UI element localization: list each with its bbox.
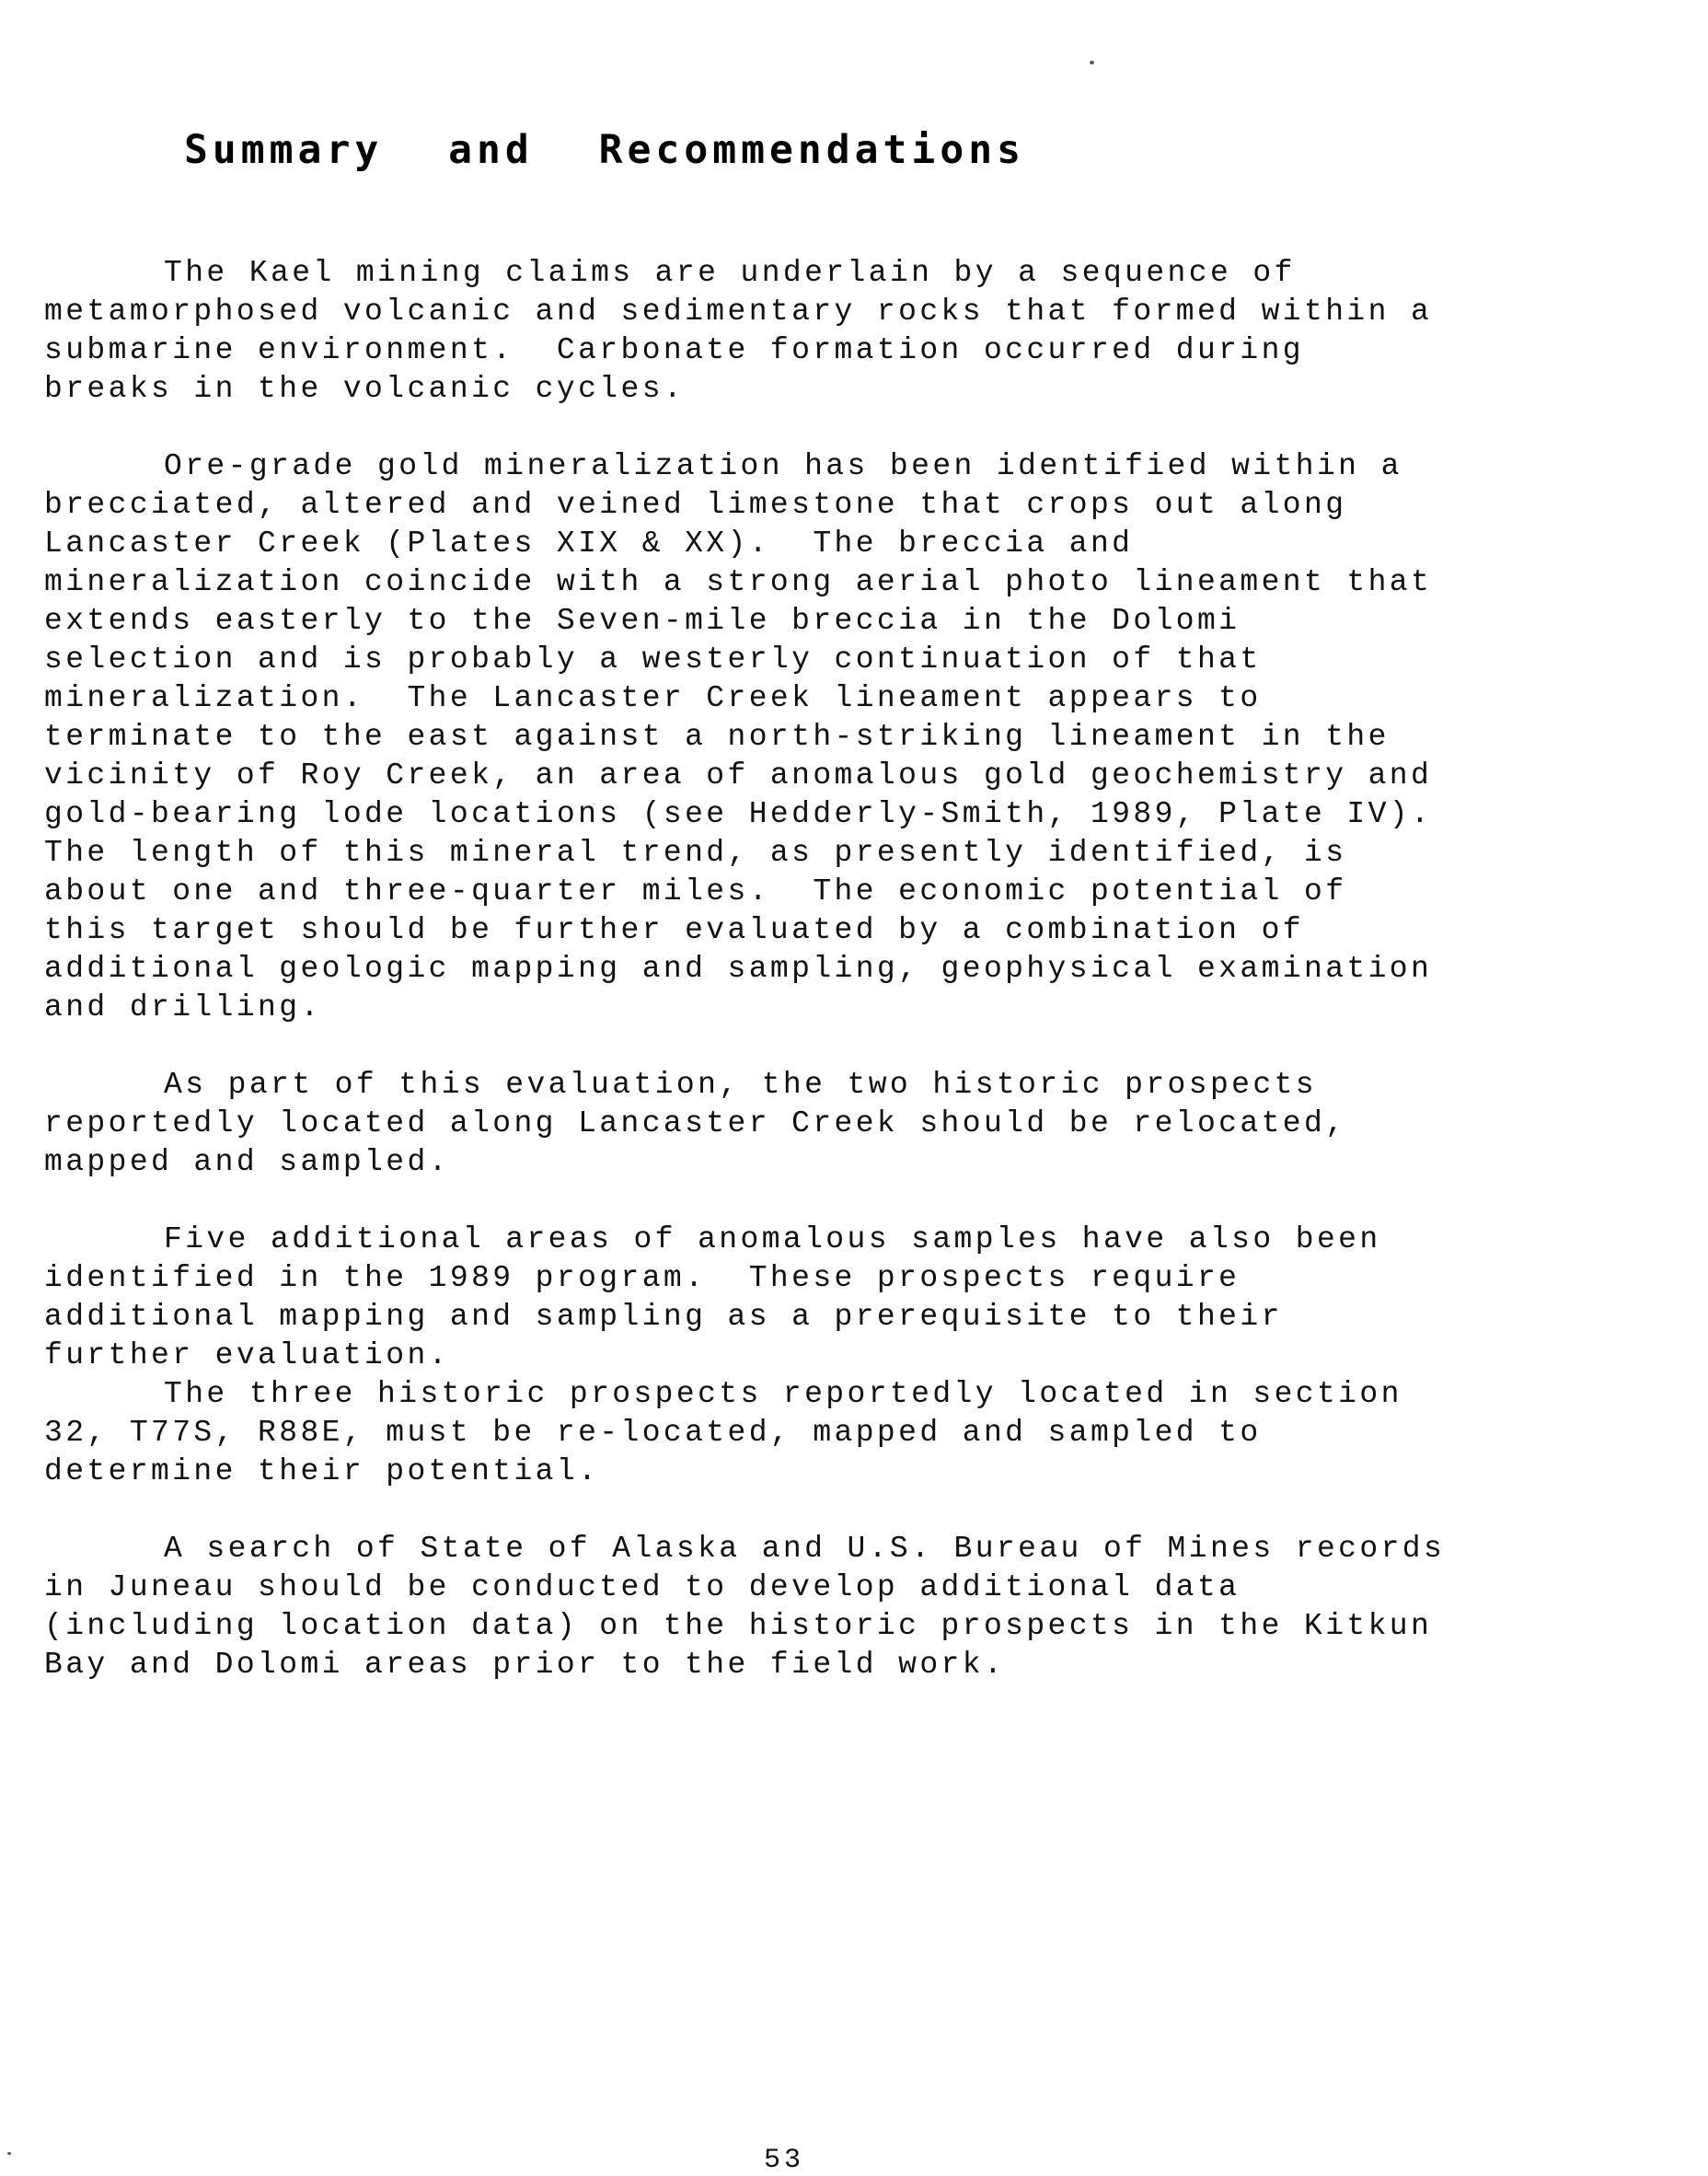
text-line: Bay and Dolomi areas prior to the field work. [44, 1648, 1006, 1682]
text-line: mineralization. The Lancaster Creek lineament appears to [44, 681, 1262, 715]
text-line: in Juneau should be conducted to develop additional data [44, 1570, 1241, 1604]
text-line: A search of State of Alaska and U.S. Bureau of Mines records [164, 1532, 1446, 1566]
paragraph-section-32 [44, 1375, 1645, 1491]
text-line: brecciated, altered and veined limestone that crops out along [44, 488, 1347, 522]
text-line: mapped and sampled. [44, 1145, 450, 1179]
text-line: submarine environment. Carbonate formation occurred during [44, 333, 1304, 367]
text-line: selection and is probably a westerly continuation of that [44, 642, 1262, 677]
text-line: Lancaster Creek (Plates XIX & XX). The breccia and [44, 527, 1134, 561]
paragraph-geology [44, 254, 1645, 409]
text-line: As part of this evaluation, the two historic prospects [164, 1068, 1317, 1102]
text-line: extends easterly to the Seven-mile breccia in the Dolomi [44, 604, 1241, 638]
text-line: vicinity of Roy Creek, an area of anomalous gold geochemistry and [44, 758, 1433, 793]
text-line: The length of this mineral trend, as presently identified, is [44, 836, 1347, 870]
scan-speck [7, 2152, 11, 2155]
text-line: terminate to the east against a north-striking lineament in the [44, 720, 1390, 754]
text-line: reportedly located along Lancaster Creek should be relocated, [44, 1106, 1347, 1140]
text-line: The Kael mining claims are underlain by a sequence of [164, 256, 1296, 290]
text-line: 32, T77S, R88E, must be re-located, mapped and sampled to [44, 1416, 1262, 1450]
text-line: additional geologic mapping and sampling, geophysical examination [44, 952, 1433, 986]
text-line: this target should be further evaluated by a combination of [44, 913, 1304, 947]
text-line: breaks in the volcanic cycles. [44, 372, 686, 406]
text-line: (including location data) on the historic prospects in the Kitkun [44, 1609, 1433, 1643]
text-line: additional mapping and sampling as a prerequisite to their [44, 1300, 1283, 1334]
text-line: further evaluation. [44, 1338, 450, 1372]
text-line: gold-bearing lode locations (see Hedderly-Smith, 1989, Plate IV). [44, 797, 1433, 831]
text-line: about one and three-quarter miles. The economic potential of [44, 874, 1347, 909]
text-line: and drilling. [44, 990, 322, 1024]
text-line: identified in the 1989 program. These prospects require [44, 1261, 1241, 1295]
text-line: mineralization coincide with a strong aerial photo lineament that [44, 565, 1433, 599]
text-line: Five additional areas of anomalous samples have also been [164, 1222, 1381, 1256]
page-number: 53 [764, 2145, 805, 2176]
scan-speck [1090, 61, 1094, 64]
paragraph-anomalous-areas [44, 1221, 1645, 1375]
paragraph-records-search [44, 1530, 1645, 1684]
text-line: Ore-grade gold mineralization has been identified within a [164, 449, 1402, 483]
text-line: determine their potential. [44, 1454, 600, 1488]
paragraph-mineralization [44, 447, 1645, 1027]
text-line: metamorphosed volcanic and sedimentary rocks that formed within a [44, 295, 1433, 329]
document-body [44, 254, 1645, 1723]
paragraph-historic-prospects [44, 1066, 1645, 1182]
page-title: Summary and Recommendations [184, 127, 1025, 173]
text-line: The three historic prospects reportedly located in section [164, 1377, 1402, 1411]
